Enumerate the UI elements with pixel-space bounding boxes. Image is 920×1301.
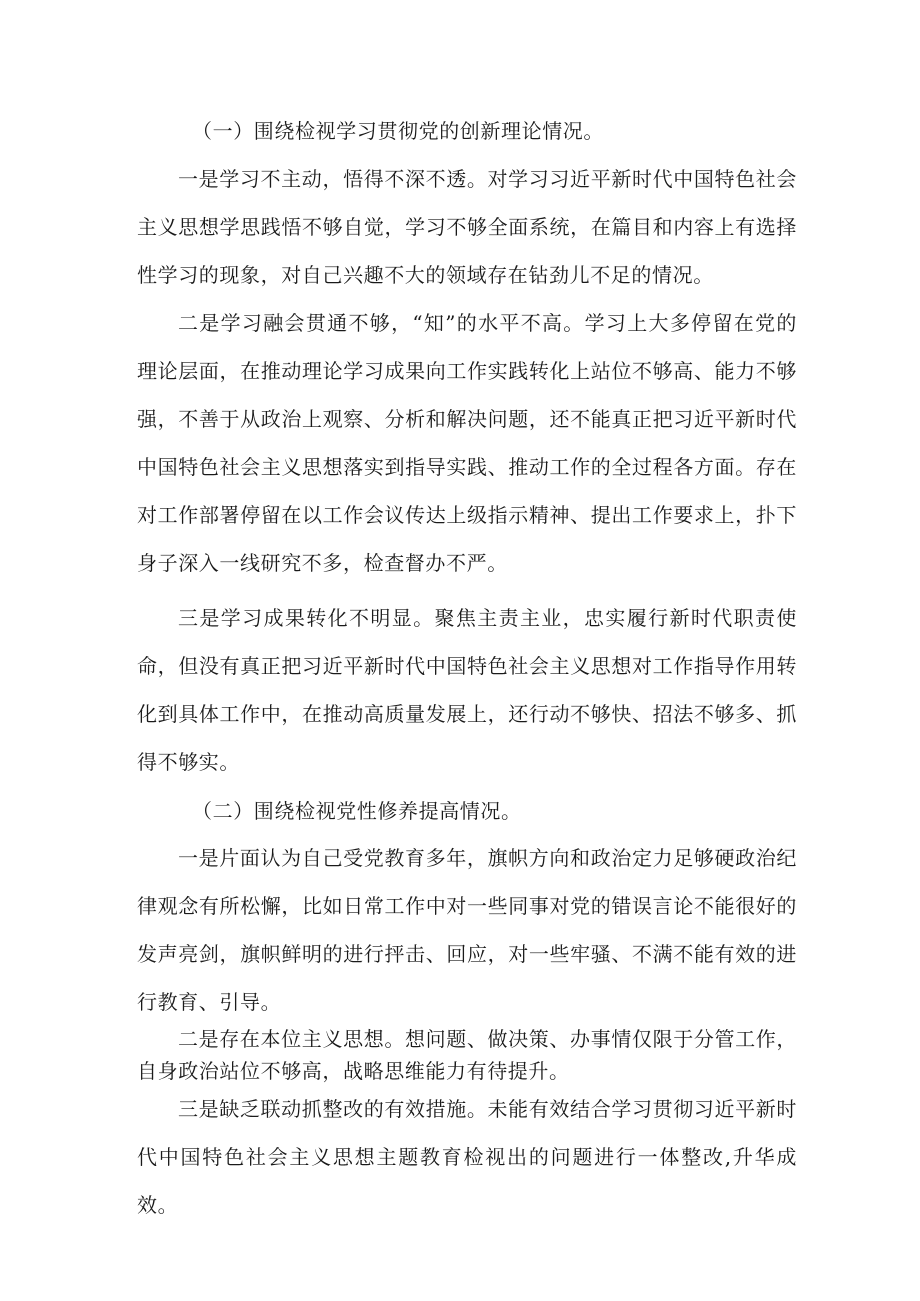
paragraph-study-initiative: 一是学习不主动，悟得不深不透。对学习习近平新时代中国特色社会主义思想学思践悟不够自觉，学习不够全面系统，在篇目和内容上有选择性学习的现象，对自己兴趣不大的领域存在钻劲儿不足的情况。: [137, 167, 797, 287]
section-heading-1: （一）围绕检视学习贯彻党的创新理论情况。: [192, 119, 604, 143]
paragraph-integration: 二是学习融会贯通不够，“知”的水平不高。学习上大多停留在党的理论层面，在推动理论学习成果向工作实践转化上站位不够高、能力不够强，不善于从政治上观察、分析和解决问题，还不能真正把习近平新时代中国特色社会主义思想落实到指导实践、推动工作的全过程各方面。存在对工作部署停留在以工作会议传达上级指示精神、提出工作要求上，扑下身子深入一线研究不多，检查督办不严。: [137, 311, 797, 575]
paragraph-political-discipline: 一是片面认为自己受党教育多年，旗帜方向和政治定力足够硬政治纪律观念有所松懈，比如日常工作中对一些同事对党的错误言论不能很好的发声亮剑，旗帜鲜明的进行抨击、回应，对一些牢骚、不满不能有效的进行教育、引导。: [137, 846, 797, 1014]
paragraph-rectification: 三是缺乏联动抓整改的有效措施。未能有效结合学习贯彻习近平新时代中国特色社会主义思想主题教育检视出的问题进行一体整改,升华成效。: [137, 1097, 797, 1217]
paragraph-departmentalism: 二是存在本位主义思想。想问题、做决策、办事情仅限于分管工作，自身政治站位不够高，战略思维能力有待提升。: [137, 1027, 797, 1083]
section-heading-2: （二）围绕检视党性修养提高情况。: [192, 799, 522, 823]
paragraph-transformation: 三是学习成果转化不明显。聚焦主责主业，忠实履行新时代职责使命，但没有真正把习近平新时代中国特色社会主义思想对工作指导作用转化到具体工作中，在推动高质量发展上，还行动不够快、招法不够多、抓得不够实。: [137, 606, 797, 774]
